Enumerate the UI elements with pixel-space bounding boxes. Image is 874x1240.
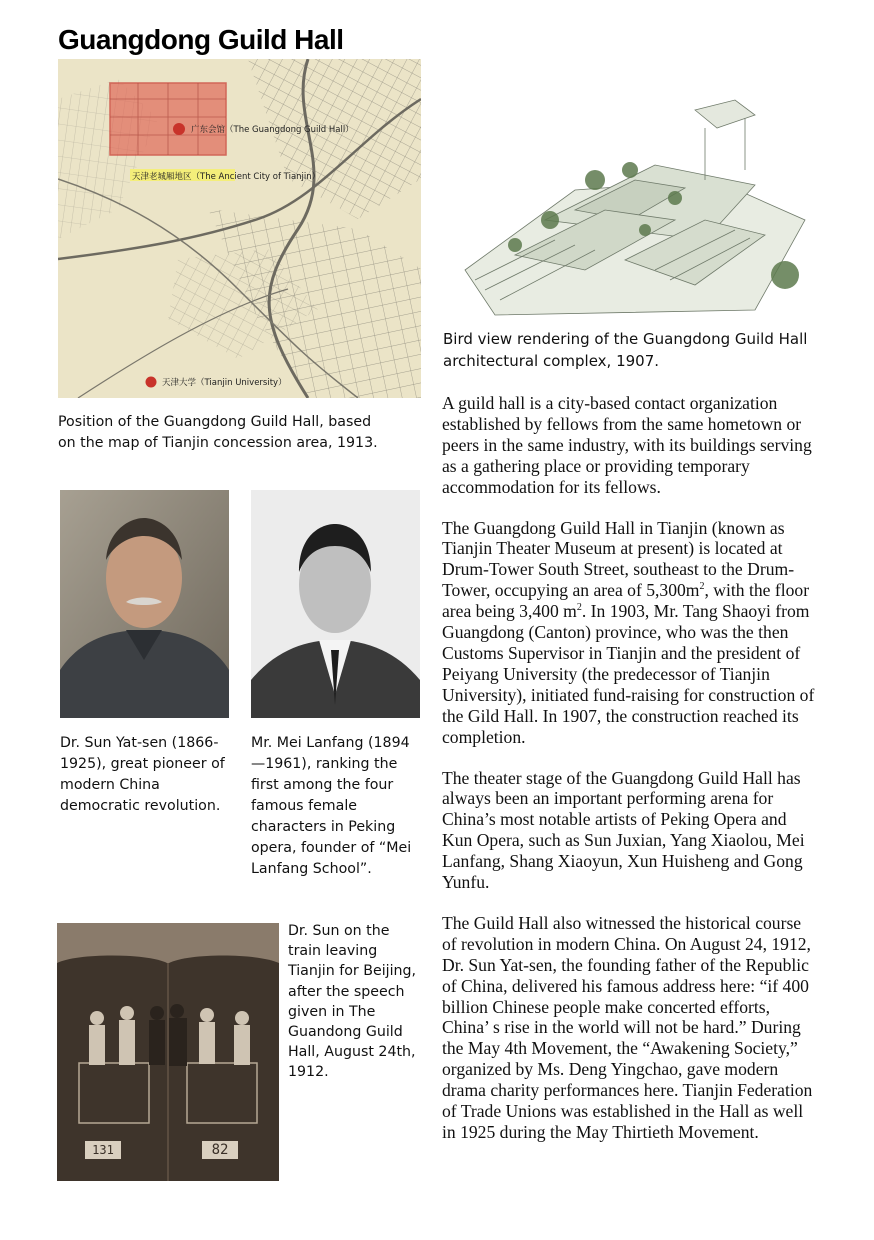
birdview-caption: Bird view rendering of the Guangdong Guild Hall architectural complex, 1907. (443, 330, 808, 370)
article-body (442, 393, 819, 1163)
map-label-ancient-city: 天津老城厢地区（The Ancient City of Tianjin） (132, 172, 321, 182)
article-paragraph-2-part-b: , with the floor area being 3,400 m (442, 580, 810, 622)
mei-lanfang-portrait (251, 490, 420, 718)
map-label-university: 天津大学（Tianjin University） (162, 378, 287, 388)
article-paragraph-2 (442, 518, 819, 748)
train-car-number-left: 131 (92, 1143, 114, 1157)
article-paragraph-3: The theater stage of the Guangdong Guild Hall has always been an important performing arena for China’s most notable artists of Peking Opera and Kun Opera, such as Sun Juxian, Yang Xiaolou, Mei Lanfang, Shang Xiaoyun, Xun Huisheng and Gong Yunfu. (442, 767, 805, 893)
birdview-image (455, 70, 813, 320)
sun-yat-sen-caption: Dr. Sun Yat-sen (1866-1925), great pioneer of modern China democratic revolution. (60, 735, 225, 814)
superscript-2: 2 (576, 602, 582, 614)
map-caption: Position of the Guangdong Guild Hall, based on the map of Tianjin concession area, 1913. (58, 414, 378, 451)
article-paragraph-2-part-c: . In 1903, Mr. Tang Shaoyi from Guangdong (Canton) province, who was the then Customs Supervisor in Tianjin and the president of Peiyang University (the predecessor of Tianjin University), initiated fund-raising for construction of the Gild Hall. In 1907, the construction reached its completion. (442, 601, 815, 747)
birdview-drawing (455, 70, 813, 320)
page-title: Guangdong Guild Hall (58, 24, 344, 55)
map-image (58, 59, 421, 398)
sun-yat-sen-portrait (60, 490, 229, 718)
article-paragraph-2-part-a: The Guangdong Guild Hall in Tianjin (known as Tianjin Theater Museum at present) is located at Drum-Tower South Street, southeast to the Drum-Tower, occupying an area of 5,300m (442, 517, 795, 601)
article-paragraph-1: A guild hall is a city-based contact organization established by fellows from the same hometown or peers in the same industry, with its buildings serving as a gathering place or providing temporary accommodation for its fellows. (442, 393, 812, 497)
train-photo (57, 923, 279, 1181)
map-label-guild-hall: 广东会馆（The Guangdong Guild Hall） (191, 125, 354, 135)
article-paragraph-4: The Guild Hall also witnessed the historical course of revolution in modern China. On August 24, 1912, Dr. Sun Yat-sen, the founding father of the Republic of China, delivered his famous address here: “if 400 billion Chinese people make concerted efforts, China’ s rise in the world will not be hard.” During the May 4th Movement, the “Awakening Society,” organized by Ms. Deng Yingchao, gave modern drama charity performances here. Tianjin Federation of Trade Unions was established in the Hall as well in 1925 during the May Thirtieth Movement. (442, 912, 813, 1142)
map-drawing (58, 59, 421, 398)
mei-lanfang-caption: Mr. Mei Lanfang (1894—1961), ranking the first among the four famous female characters in Peking opera, founder of “Mei Lanfang School”. (251, 735, 412, 877)
train-caption: Dr. Sun on the train leaving Tianjin for Beijing, after the speech given in The Guandong Guild Hall, August 24th, 1912. (288, 923, 417, 1081)
train-car-number-right: 82 (211, 1142, 229, 1158)
superscript-2: 2 (699, 581, 705, 593)
